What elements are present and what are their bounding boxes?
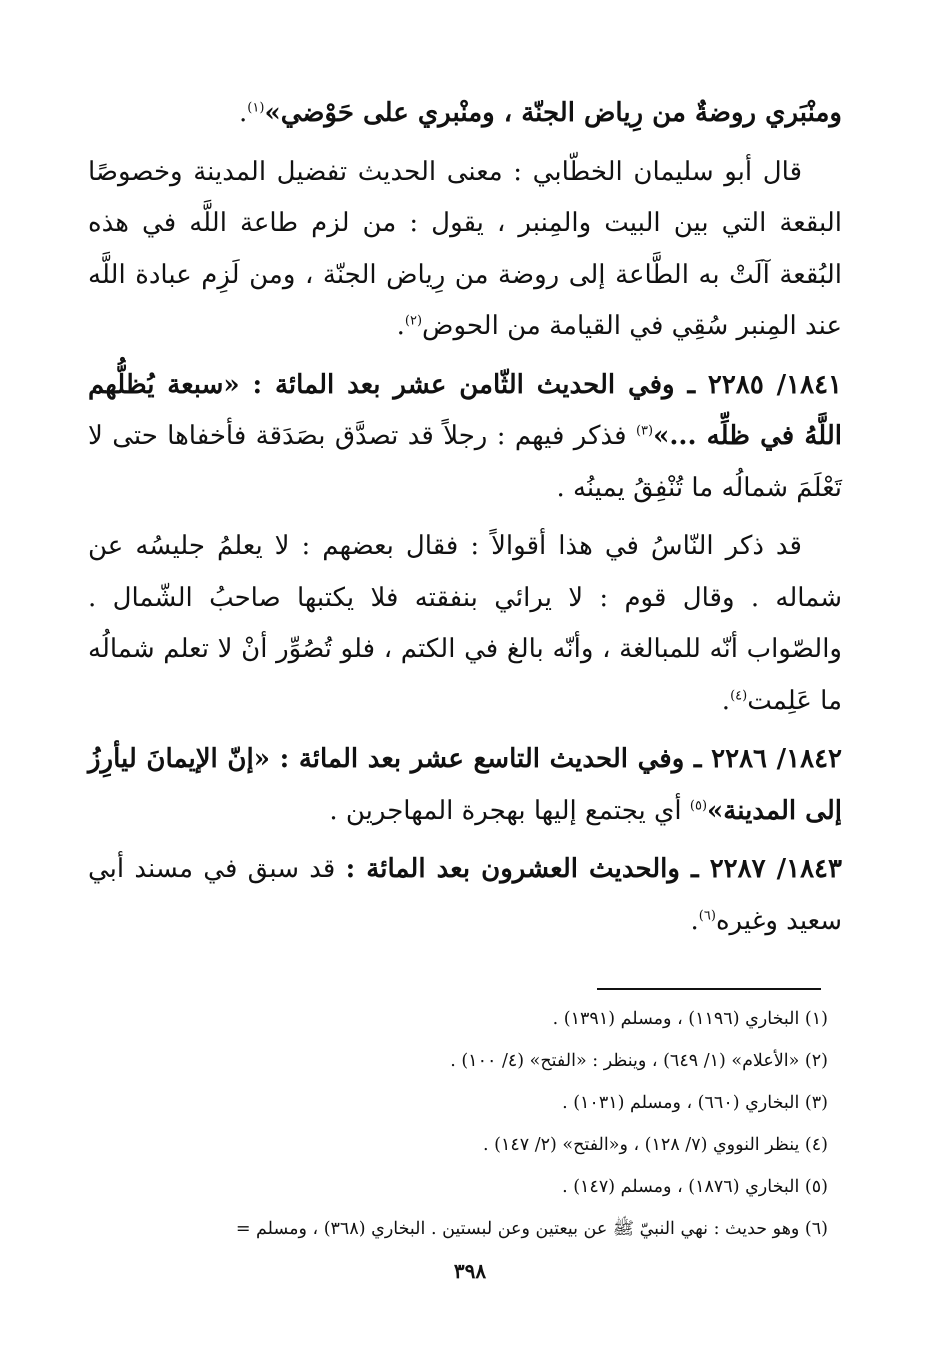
hadith-heading: ١٨٤١/ ٢٢٨٥ ـ وفي الحديث الثّامن عشر بعد المائة : «سبعة يُظلُّهم اللَّهُ في ظلِّه ...» bbox=[88, 369, 843, 451]
paragraph-2 bbox=[88, 147, 842, 353]
paragraph-end: . bbox=[239, 98, 248, 128]
footnote-ref-5[interactable]: (٥) bbox=[689, 797, 708, 813]
footnote-6: (٦) وهو حديث : نهي النبيّ ﷺ عن بيعتين وعن لبستين . البخاري (٣٦٨) ، ومسلم = bbox=[235, 1219, 828, 1239]
paragraph-end: . bbox=[690, 905, 699, 936]
paragraph-6 bbox=[88, 844, 842, 947]
footnote-5: (٥) البخاري (١٨٧٦) ، ومسلم (١٤٧) . bbox=[562, 1177, 828, 1197]
hadith-heading: ١٨٤٣/ ٢٢٨٧ ـ والحديث العشرون بعد المائة : bbox=[345, 854, 842, 884]
paragraph-4 bbox=[88, 521, 842, 727]
paragraph-end: . bbox=[396, 311, 405, 341]
footnote-4: (٤) ينظر النووي (٧/ ١٢٨) ، و«الفتح» (٢/ ١٤٧) . bbox=[483, 1135, 828, 1155]
footnote-2: (٢) «الأعلام» (١/ ٦٤٩) ، وينظر : «الفتح» (٤/ ١٠٠) . bbox=[450, 1051, 828, 1071]
footnote-separator bbox=[597, 988, 821, 990]
hadith-heading: ١٨٤٢/ ٢٢٨٦ ـ وفي الحديث التاسع عشر بعد المائة : «إنّ الإيمانَ ليأرِزُ إلى المدينة» bbox=[88, 744, 842, 826]
footnote-1: (١) البخاري (١١٩٦) ، ومسلم (١٣٩١) . bbox=[552, 1009, 828, 1029]
footnote-ref-4[interactable]: (٤) bbox=[730, 687, 748, 703]
hadith-text: ومنْبَري روضةٌ من رِياض الجنّة ، ومنْبري على حَوْضي» bbox=[264, 98, 842, 128]
footnote-3: (٣) البخاري (٦٦٠) ، ومسلم (١٠٣١) . bbox=[562, 1093, 828, 1113]
footnote-ref-2[interactable]: (٢) bbox=[404, 313, 423, 329]
main-text bbox=[88, 88, 842, 954]
paragraph-5 bbox=[88, 734, 842, 837]
paragraph-1 bbox=[88, 88, 842, 140]
footnote-ref-1[interactable]: (١) bbox=[247, 100, 265, 116]
paragraph-3 bbox=[88, 360, 842, 515]
commentary-text: قد ذكر النّاسُ في هذا أقوالاً : فقال بعضهم : لا يعلمُ جليسُه عن شماله . وقال قوم : لا يرائي بنفقته فلا يكتبها صاحبُ الشّمال . والصّواب أنّه للمبالغة ، وأنّه بالغ في الكتم ، فلو تُصُوِّر أنْ لا تعلم شمالُه ما عَلِمت bbox=[88, 531, 842, 716]
commentary-text: قال أبو سليمان الخطّابي : معنى الحديث تفضيل المدينة وخصوصًا البقعة التي بين البيت والمِنبر ، يقول : من لزم طاعة اللَّه في هذه البُقعة آلَتْ به الطَّاعة إلى روضة من رِياض الجنّة ، ومن لَزِم عبادة اللَّه عند المِنبر سُقِي في القيامة من الحوض bbox=[88, 156, 842, 341]
paragraph-end: . bbox=[721, 685, 731, 716]
hadith-rest: أي يجتمع إليها بهجرة المهاجرين . bbox=[329, 795, 682, 826]
footnote-ref-6[interactable]: (٦) bbox=[698, 907, 716, 923]
footnote-ref-3[interactable]: (٣) bbox=[635, 423, 654, 439]
page-number: ٣٩٨ bbox=[453, 1259, 487, 1283]
hadith-rest: فذكر فيهم : رجلاً قد تصدَّق بصَدَقة فأخفاها حتى لا تَعْلَمَ شمالُه ما تُنْفِقُ يمينُه . bbox=[88, 421, 842, 503]
footnotes bbox=[88, 998, 828, 1250]
hadith-rest: قد سبق في مسند أبي سعيد وغيره bbox=[88, 854, 842, 936]
